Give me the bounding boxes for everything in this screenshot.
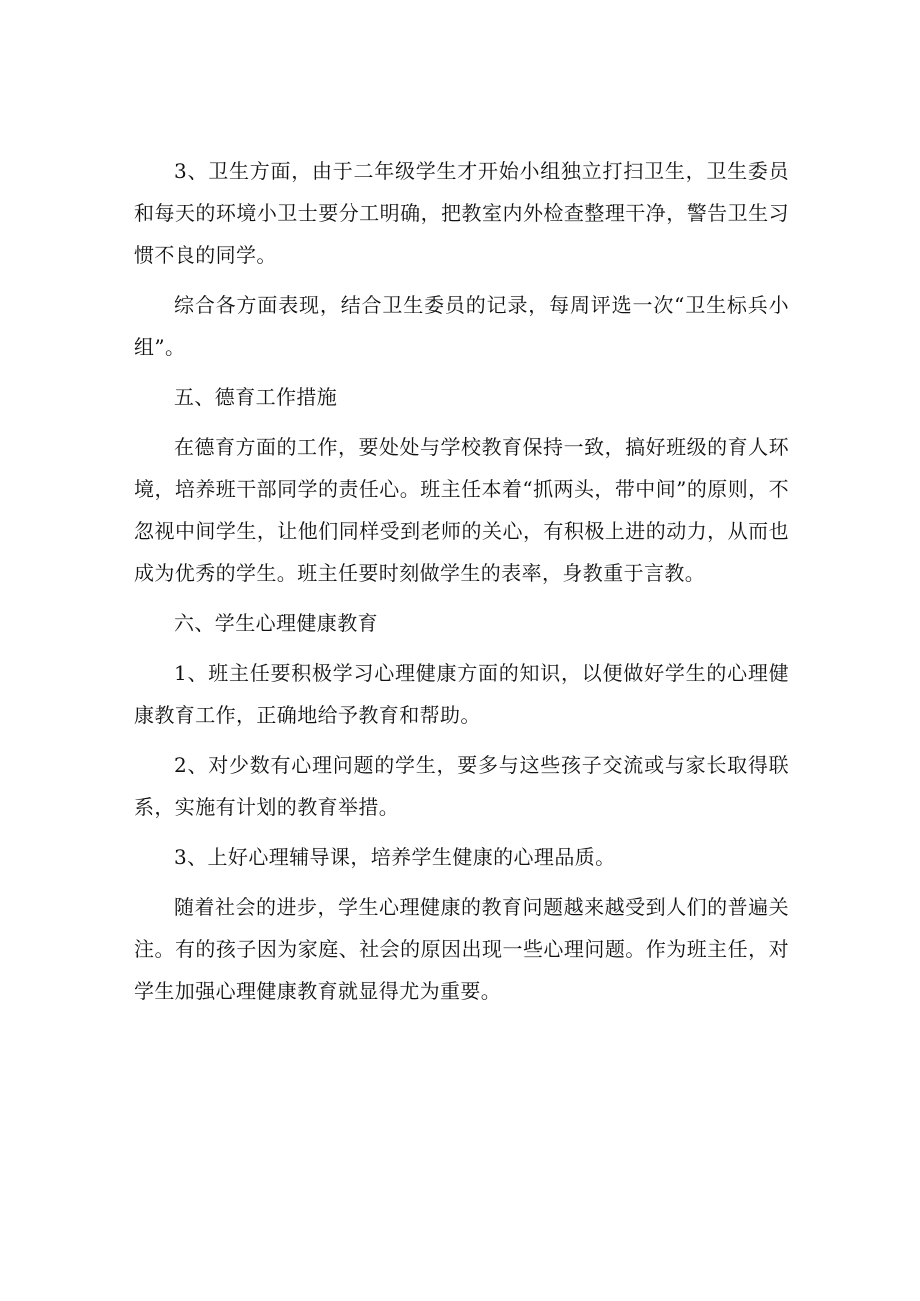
paragraph-mental-health-2: 2、对少数有心理问题的学生，要多与这些孩子交流或与家长取得联系，实施有计划的教育举措。: [134, 753, 789, 819]
section-heading-moral-education: 五、德育工作措施: [174, 385, 338, 409]
paragraph-mental-health-summary: 随着社会的进步，学生心理健康的教育问题越来越受到人们的普遍关注。有的孩子因为家庭、社会的原因出现一些心理问题。作为班主任，对学生加强心理健康教育就显得尤为重要。: [134, 895, 789, 1003]
paragraph-hygiene-evaluation: 综合各方面表现，结合卫生委员的记录，每周评选一次“卫生标兵小组”。: [134, 293, 789, 359]
section-heading-mental-health: 六、学生心理健康教育: [174, 611, 378, 635]
document-body: [134, 150, 789, 1012]
paragraph-mental-health-3: 3、上好心理辅导课，培养学生健康的心理品质。: [174, 845, 616, 869]
paragraph-hygiene: 3、卫生方面，由于二年级学生才开始小组独立打扫卫生，卫生委员和每天的环境小卫士要分工明确，把教室内外检查整理干净，警告卫生习惯不良的同学。: [134, 159, 789, 267]
paragraph-mental-health-1: 1、班主任要积极学习心理健康方面的知识，以便做好学生的心理健康教育工作，正确地给予教育和帮助。: [134, 661, 789, 727]
paragraph-moral-education: 在德育方面的工作，要处处与学校教育保持一致，搞好班级的育人环境，培养班干部同学的责任心。班主任本着“抓两头，带中间”的原则，不忽视中间学生，让他们同样受到老师的关心，有积极上进的动力，从而也成为优秀的学生。班主任要时刻做学生的表率，身教重于言教。: [134, 435, 789, 585]
